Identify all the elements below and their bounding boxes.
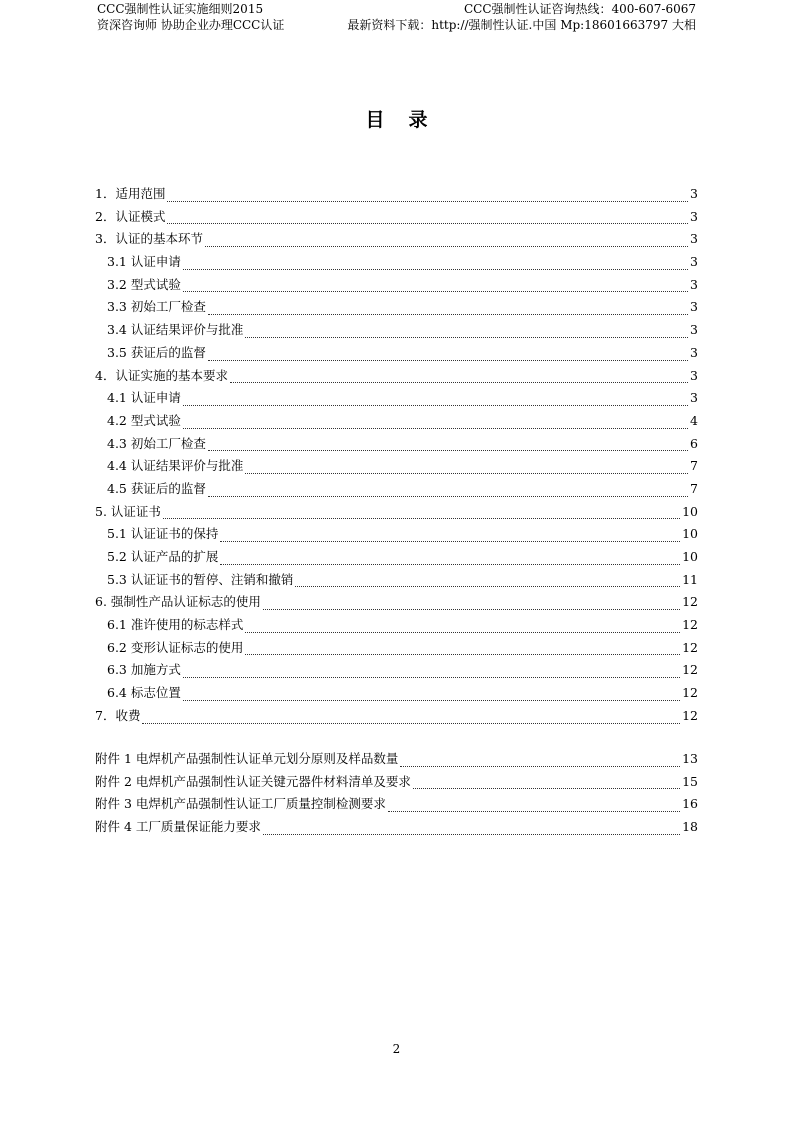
toc-entry-page: 15 xyxy=(682,773,698,789)
dot-leader xyxy=(413,787,680,789)
toc-entry-page: 3 xyxy=(690,344,698,360)
toc-entry[interactable] xyxy=(95,433,698,456)
table-of-contents xyxy=(95,183,698,728)
toc-entry[interactable] xyxy=(95,319,698,342)
toc-entry-page: 3 xyxy=(690,208,698,224)
toc-entry-page: 3 xyxy=(690,367,698,383)
toc-entry[interactable] xyxy=(95,274,698,297)
dot-leader xyxy=(263,833,680,835)
dot-leader xyxy=(388,810,680,812)
toc-entry-label: 5.2 认证产品的扩展 xyxy=(107,549,219,564)
appendix-entry[interactable] xyxy=(95,771,698,794)
toc-entry[interactable] xyxy=(95,455,698,478)
toc-entry-label: 4.5 获证后的监督 xyxy=(107,480,206,496)
toc-entry-label: 附件 1 电焊机产品强制性认证单元划分原则及样品数量 xyxy=(95,751,399,766)
toc-entry[interactable] xyxy=(95,546,698,569)
toc-entry-page: 3 xyxy=(690,276,698,292)
page-title: 目录 xyxy=(365,109,452,131)
dot-leader xyxy=(245,336,688,338)
header-doc-title: CCC强制性认证实施细则2015 xyxy=(97,2,264,16)
toc-entry[interactable] xyxy=(95,569,698,592)
dot-leader xyxy=(208,495,688,497)
dot-leader xyxy=(183,290,688,292)
toc-entry[interactable] xyxy=(95,342,698,365)
toc-entry-page: 3 xyxy=(690,322,698,338)
dot-leader xyxy=(230,381,688,383)
toc-entry-page: 4 xyxy=(690,412,698,428)
toc-entry[interactable] xyxy=(95,251,698,274)
toc-entry-page: 7 xyxy=(690,458,698,474)
toc-entry-label: 附件 4 工厂质量保证能力要求 xyxy=(95,819,261,835)
toc-entry-page: 7 xyxy=(690,480,698,496)
toc-entry-label: 2．认证模式 xyxy=(95,208,166,224)
toc-entry[interactable] xyxy=(95,705,698,728)
toc-entry[interactable] xyxy=(95,228,698,251)
appendix-entry[interactable] xyxy=(95,793,698,816)
toc-entry[interactable] xyxy=(95,296,698,319)
toc-entry-label: 6.2 变形认证标志的使用 xyxy=(107,639,244,655)
toc-entry-label: 4．认证实施的基本要求 xyxy=(95,367,228,383)
toc-entry-page: 13 xyxy=(682,751,698,766)
dot-leader xyxy=(220,540,680,542)
toc-entry-page: 6 xyxy=(690,435,698,451)
toc-entry-page: 12 xyxy=(682,685,698,701)
toc-entry-page: 12 xyxy=(682,594,698,610)
toc-entry[interactable] xyxy=(95,614,698,637)
toc-entry-label: 6.3 加施方式 xyxy=(107,662,181,678)
toc-entry-label: 5.1 认证证书的保持 xyxy=(107,526,219,542)
dot-leader xyxy=(208,313,688,315)
dot-leader xyxy=(245,653,680,655)
dot-leader xyxy=(183,699,680,701)
dot-leader xyxy=(183,404,688,406)
toc-entry-label: 4.1 认证申请 xyxy=(107,390,181,406)
toc-entry[interactable] xyxy=(95,365,698,388)
toc-entry-label: 4.4 认证结果评价与批准 xyxy=(107,458,244,474)
dot-leader xyxy=(263,608,680,610)
dot-leader xyxy=(295,585,680,587)
toc-entry-page: 12 xyxy=(682,662,698,678)
toc-entry-page: 3 xyxy=(690,254,698,270)
dot-leader xyxy=(245,631,680,633)
toc-entry[interactable] xyxy=(95,387,698,410)
dot-leader xyxy=(163,517,680,519)
dot-leader xyxy=(142,722,680,724)
toc-entry-page: 3 xyxy=(690,186,698,201)
toc-entry-page: 12 xyxy=(682,617,698,633)
dot-leader xyxy=(208,449,688,451)
dot-leader xyxy=(205,245,688,247)
toc-entry[interactable] xyxy=(95,523,698,546)
appendix-entry[interactable] xyxy=(95,816,698,839)
toc-entry[interactable] xyxy=(95,682,698,705)
toc-entry[interactable] xyxy=(95,501,698,524)
toc-entry-label: 4.2 型式试验 xyxy=(107,412,181,428)
header-download: 最新资料下载：http://强制性认证.中国 Mp:18601663797 大相 xyxy=(347,18,696,32)
dot-leader xyxy=(183,676,680,678)
toc-entry-label: 6. 强制性产品认证标志的使用 xyxy=(95,594,261,610)
toc-entry-label: 7．收费 xyxy=(95,707,141,723)
toc-entry-label: 4.3 初始工厂检查 xyxy=(107,435,206,451)
toc-entry-page: 10 xyxy=(682,526,698,542)
toc-entry-label: 3.3 初始工厂检查 xyxy=(107,299,206,315)
dot-leader xyxy=(183,427,688,429)
toc-entry-label: 3.5 获证后的监督 xyxy=(107,344,206,360)
dot-leader xyxy=(208,359,688,361)
toc-entry-page: 11 xyxy=(682,571,698,587)
toc-entry[interactable] xyxy=(95,206,698,229)
page-header-line1 xyxy=(97,2,696,17)
page-number: 2 xyxy=(392,1042,401,1056)
appendix-list xyxy=(95,748,698,839)
toc-entry-label: 附件 2 电焊机产品强制性认证关键元器件材料清单及要求 xyxy=(95,773,411,789)
toc-entry-label: 3．认证的基本环节 xyxy=(95,231,203,247)
toc-entry-label: 3.1 认证申请 xyxy=(107,254,181,270)
dot-leader xyxy=(167,222,688,224)
toc-entry-label: 3.2 型式试验 xyxy=(107,276,181,292)
toc-entry[interactable] xyxy=(95,478,698,501)
toc-entry-page: 3 xyxy=(690,299,698,315)
toc-entry-page: 3 xyxy=(690,390,698,406)
toc-entry-label: 5.3 认证证书的暂停、注销和撤销 xyxy=(107,571,294,587)
toc-entry-page: 18 xyxy=(682,819,698,835)
toc-entry-page: 10 xyxy=(682,549,698,564)
toc-entry[interactable] xyxy=(95,637,698,660)
appendix-entry[interactable] xyxy=(95,748,698,771)
toc-entry[interactable] xyxy=(95,591,698,614)
toc-entry-label: 5. 认证证书 xyxy=(95,503,161,519)
toc-entry[interactable] xyxy=(95,410,698,433)
toc-entry-page: 10 xyxy=(682,503,698,519)
toc-entry-page: 3 xyxy=(690,231,698,247)
toc-entry-label: 1．适用范围 xyxy=(95,186,166,201)
toc-entry-label: 附件 3 电焊机产品强制性认证工厂质量控制检测要求 xyxy=(95,796,386,812)
toc-entry[interactable] xyxy=(95,659,698,682)
toc-entry-label: 3.4 认证结果评价与批准 xyxy=(107,322,244,338)
dot-leader xyxy=(245,472,688,474)
toc-entry-page: 12 xyxy=(682,707,698,723)
dot-leader xyxy=(400,765,680,767)
toc-entry-label: 6.1 准许使用的标志样式 xyxy=(107,617,244,633)
toc-entry[interactable] xyxy=(95,183,698,206)
header-consultant: 资深咨询师 协助企业办理CCC认证 xyxy=(97,18,285,32)
dot-leader xyxy=(220,563,680,565)
page-header-line2 xyxy=(97,18,696,33)
header-hotline: CCC强制性认证咨询热线：400-607-6067 xyxy=(463,2,696,16)
toc-entry-label: 6.4 标志位置 xyxy=(107,685,181,701)
toc-entry-page: 16 xyxy=(682,796,698,812)
toc-entry-page: 12 xyxy=(682,639,698,655)
dot-leader xyxy=(183,268,688,270)
dot-leader xyxy=(167,200,688,202)
